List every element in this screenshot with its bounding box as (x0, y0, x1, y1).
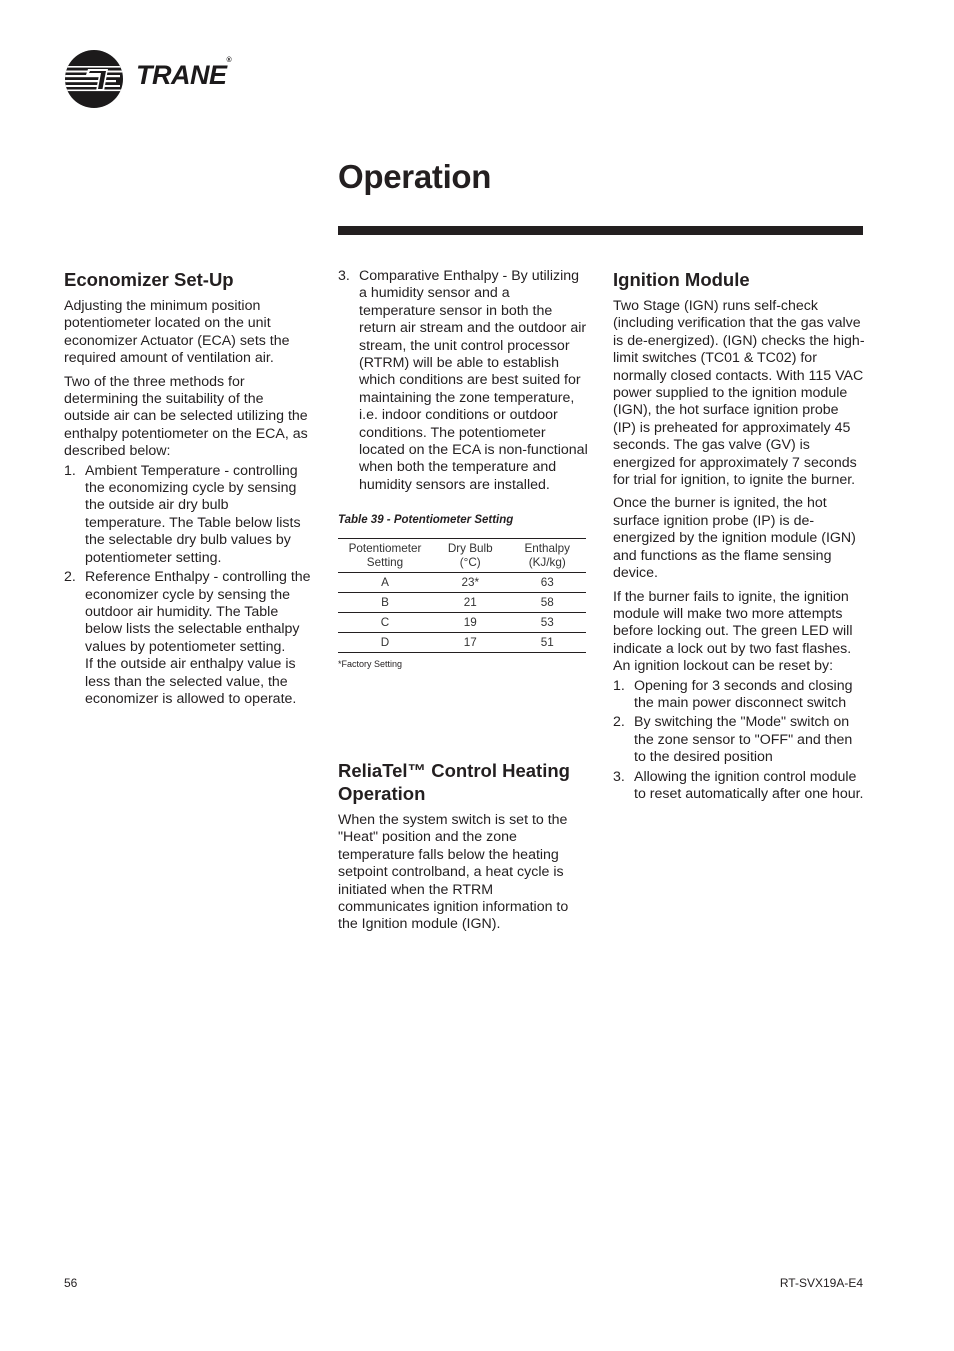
list-item-text: By switching the "Mode" switch on the zone sensor to "OFF" and then to the desired position (634, 714, 853, 766)
table-cell: 19 (432, 612, 508, 632)
list-item (613, 714, 865, 766)
table-header-row (338, 538, 586, 572)
list-item (64, 569, 311, 708)
column-header-line: Setting (366, 555, 404, 569)
column-header-line: (KJ/kg) (528, 555, 566, 569)
column-header (338, 538, 432, 572)
list-item-number: 1. (64, 462, 76, 479)
list-item-extra: If the outside air enthalpy value is less than the selected value, the economizer is allowed to operate. (85, 656, 297, 707)
table-cell: C (338, 612, 432, 632)
column-header-line: Dry Bulb (447, 541, 493, 555)
list-item (64, 463, 311, 567)
economizer-paragraph-1: Adjusting the minimum position potentiometer located on the unit economizer Actuator (ECA) sets the required amount of ventilation air. (64, 298, 290, 367)
registered-mark: ® (226, 57, 232, 64)
table-cell: 21 (432, 592, 508, 612)
table-cell: 53 (508, 612, 586, 632)
reliatel-heading: ReliaTel™ Control Heating Operation (338, 760, 570, 804)
table-cell: 23* (432, 572, 508, 592)
trane-circle-icon (64, 49, 124, 109)
ignition-heading: Ignition Module (613, 269, 750, 290)
list-item-number: 3. (338, 268, 350, 284)
list-item-number: 2. (64, 569, 76, 586)
ignition-section (613, 268, 865, 809)
table-caption: Table 39 - Potentiometer Setting (338, 514, 514, 527)
list-item-text: Ambient Temperature - controlling the economizing cycle by sensing the outside air dry bulb temperature. The Table below lists the selectable dry bulb values by potentiometer setting. (85, 462, 301, 566)
table-cell: D (338, 632, 432, 652)
economizer-paragraph-2: Two of the three methods for determining the suitability of the outside air can be selected utilizing the enthalpy potentiometer on the ECA, as described below: (64, 373, 308, 460)
table-cell: 17 (432, 632, 508, 652)
column-header (508, 538, 586, 572)
table-cell: 51 (508, 632, 586, 652)
table-cell: B (338, 592, 432, 612)
economizer-methods-list-continued (338, 268, 588, 494)
page-number: 56 (64, 1276, 78, 1290)
potentiometer-table (338, 538, 586, 653)
table-row (338, 572, 586, 592)
list-item-text: Opening for 3 seconds and closing the main power disconnect switch (634, 677, 853, 711)
column-header-line: Potentiometer (348, 541, 422, 555)
economizer-section (64, 268, 311, 714)
trane-logo-mark (64, 49, 124, 109)
table-cell: A (338, 572, 432, 592)
list-item (613, 678, 865, 713)
page-title: Operation (338, 158, 492, 195)
table-cell: 63 (508, 572, 586, 592)
ignition-paragraph-3: If the burner fails to ignite, the ignition module will make two more attempts before locking out. The green LED will indicate a lock out by two fast flashes. An ignition lockout can be reset by: (613, 588, 853, 675)
ignition-paragraph-1: Two Stage (IGN) runs self-check (including verification that the gas valve is de-energized). (IGN) checks the high-limit switches (TC01 & TC02) for normally closed contacts. With 115 VAC power supplied to the ignition module (IGN), the hot surface ignition probe (IP) is preheated for approximately 45 seconds. The gas valve (GV) is energized for approximately 7 seconds for trial for ignition, to ignite the burner. (613, 298, 865, 489)
brand-wordmark (136, 57, 232, 91)
lockout-reset-list (613, 678, 865, 804)
list-item-number: 3. (613, 768, 625, 785)
economizer-heading: Economizer Set-Up (64, 269, 234, 290)
list-item (338, 268, 588, 494)
brand-name: TRANE (136, 60, 227, 90)
list-item-text: Allowing the ignition control module to reset automatically after one hour. (634, 768, 864, 802)
table-row (338, 632, 586, 652)
column-header-line: (°C) (459, 555, 481, 569)
column-header (432, 538, 508, 572)
list-item-text: Comparative Enthalpy - By utilizing a humidity sensor and a temperature sensor in both the return air stream and the outdoor air stream, the unit control processor (RTRM) will be able to establish which conditions are best suited for maintaining the zone temperature, i.e. indoor conditions or outdoor conditions. The potentiometer located on the ECA is non-functional when both the temperature and humidity sensors are installed. (359, 268, 588, 493)
list-item-text: Reference Enthalpy - controlling the economizer cycle by sensing the outdoor air humidity. The Table below lists the selectable enthalpy values by potentiometer setting. (85, 569, 311, 655)
table-cell: 58 (508, 592, 586, 612)
table-row (338, 592, 586, 612)
reliatel-paragraph: When the system switch is set to the "Heat" position and the zone temperature falls below the heating setpoint controlband, a heat cycle is initiated when the RTRM communicates ignition information to the Ignition module (IGN). (338, 812, 569, 933)
list-item-number: 1. (613, 677, 625, 694)
list-item (613, 769, 865, 804)
list-item-number: 2. (613, 714, 625, 731)
economizer-continued (338, 268, 588, 673)
document-code: RT-SVX19A-E4 (779, 1276, 863, 1290)
table-row (338, 612, 586, 632)
economizer-methods-list (64, 463, 311, 709)
reliatel-section (338, 759, 588, 940)
table-footnote: *Factory Setting (338, 658, 403, 669)
title-rule (338, 226, 863, 235)
column-header-line: Enthalpy (524, 541, 570, 555)
ignition-paragraph-2: Once the burner is ignited, the hot surface ignition probe (IP) is de-energized by the ignition module (IGN) and functions as the flame sensing device. (613, 495, 856, 582)
